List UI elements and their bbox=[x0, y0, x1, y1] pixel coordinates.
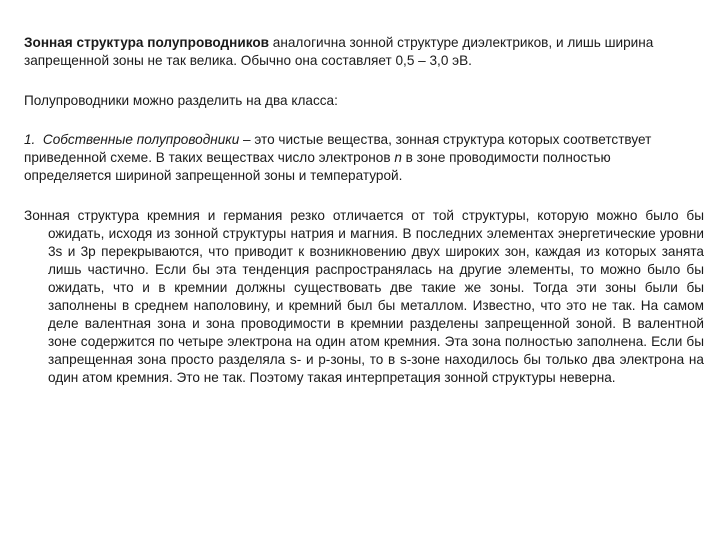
intro-paragraph bbox=[24, 34, 684, 70]
intrinsic-term: Собственные полупроводники bbox=[42, 132, 240, 147]
classes-paragraph: Полупроводники можно разделить на два класса: bbox=[24, 93, 338, 108]
intrinsic-semiconductors-paragraph bbox=[24, 131, 684, 185]
intro-text: аналогична зонной структуре диэлектриков, и лишь ширина запрещенной зоны не так велика. Обычно она составляет 0,5 – 3,0 эВ. bbox=[24, 35, 654, 68]
intrinsic-text-a: – это чистые вещества, зонная структура которых соответствует приведенной схеме. В таких веществах число электронов bbox=[24, 132, 652, 165]
intro-heading: Зонная структура полупроводников bbox=[24, 35, 270, 50]
silicon-band-paragraph: Зонная структура кремния и германия резко отличается от той структуры, которую можно было бы ожидать, исходя из зонной структуры натрия и магния. В последних элементах энергетические уровни 3s и 3p перекрываются, что приводит к возникновению двух широких зон, каждая из которых занята лишь частично. Если бы эта тенденция распространялась на другие элементы, то можно было бы ожидать, что и в кремнии должны существовать две такие же зоны. Тогда эти зоны были бы заполнены в среднем наполовину, и кремний был бы металлом. Известно, что это не так. На самом деле валентная зона и зона проводимости в кремнии разделены запрещенной зоной. В валентной зоне содержится по четыре электрона на один атом кремния. Эта зона полностью заполнена. Если бы запрещенная зона просто разделяла s- и p-зоны, то в s-зоне находилось бы только два электрона на один атом кремния. Это не так. Поэтому такая интерпретация зонной структуры неверна. bbox=[24, 208, 704, 385]
intrinsic-text-b: в зоне проводимости полностью определяется шириной запрещенной зоны и температурой. bbox=[24, 150, 611, 183]
list-number: 1. bbox=[24, 132, 36, 147]
electron-count-variable: n bbox=[394, 150, 402, 165]
